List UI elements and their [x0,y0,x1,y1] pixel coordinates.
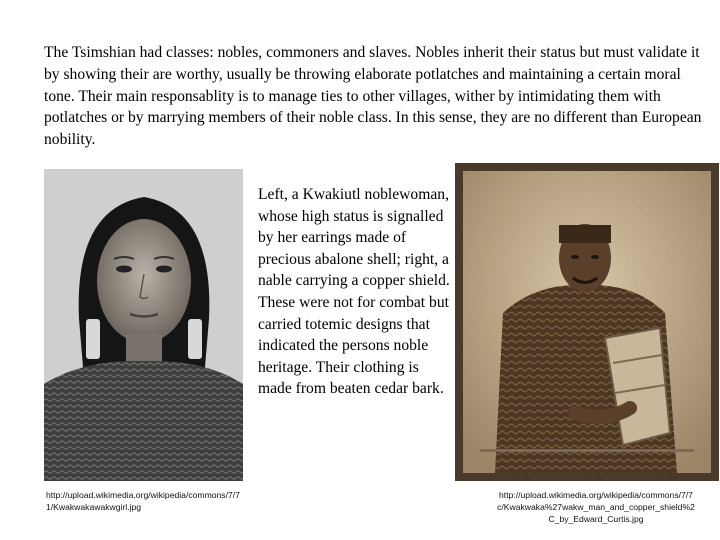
source-link-left[interactable]: http://upload.wikimedia.org/wikipedia/commons/7/71/Kwakwakawakwgirl.jpg [46,490,240,512]
noblewoman-photo [44,169,243,481]
photo-caption: Left, a Kwakiutl noblewoman, whose high status is signalled by her earrings made of precious abalone shell; right, a nable carrying a copper shield. These were not for combat but carried totemic designs that indicated the persons noble heritage. Their clothing is made from beaten cedar bark. [258,186,450,398]
noble-with-copper-shield-photo [455,163,719,481]
source-link-right[interactable]: http://upload.wikimedia.org/wikipedia/commons/7/7c/Kwakwaka%27wakw_man_and_copper_shield%2C_by_Edward_Curtis.jpg [497,490,695,524]
intro-paragraph: The Tsimshian had classes: nobles, commoners and slaves. Nobles inherit their status but must validate it by showing their are worthy, usually be throwing elaborate potlatches and maintaining a certain moral tone. Their main responsablity is to manage ties to other villages, wither by intimidating them with potlatches or by marrying members of their noble class. In this sense, they are no different than European nobility. [44,44,702,149]
